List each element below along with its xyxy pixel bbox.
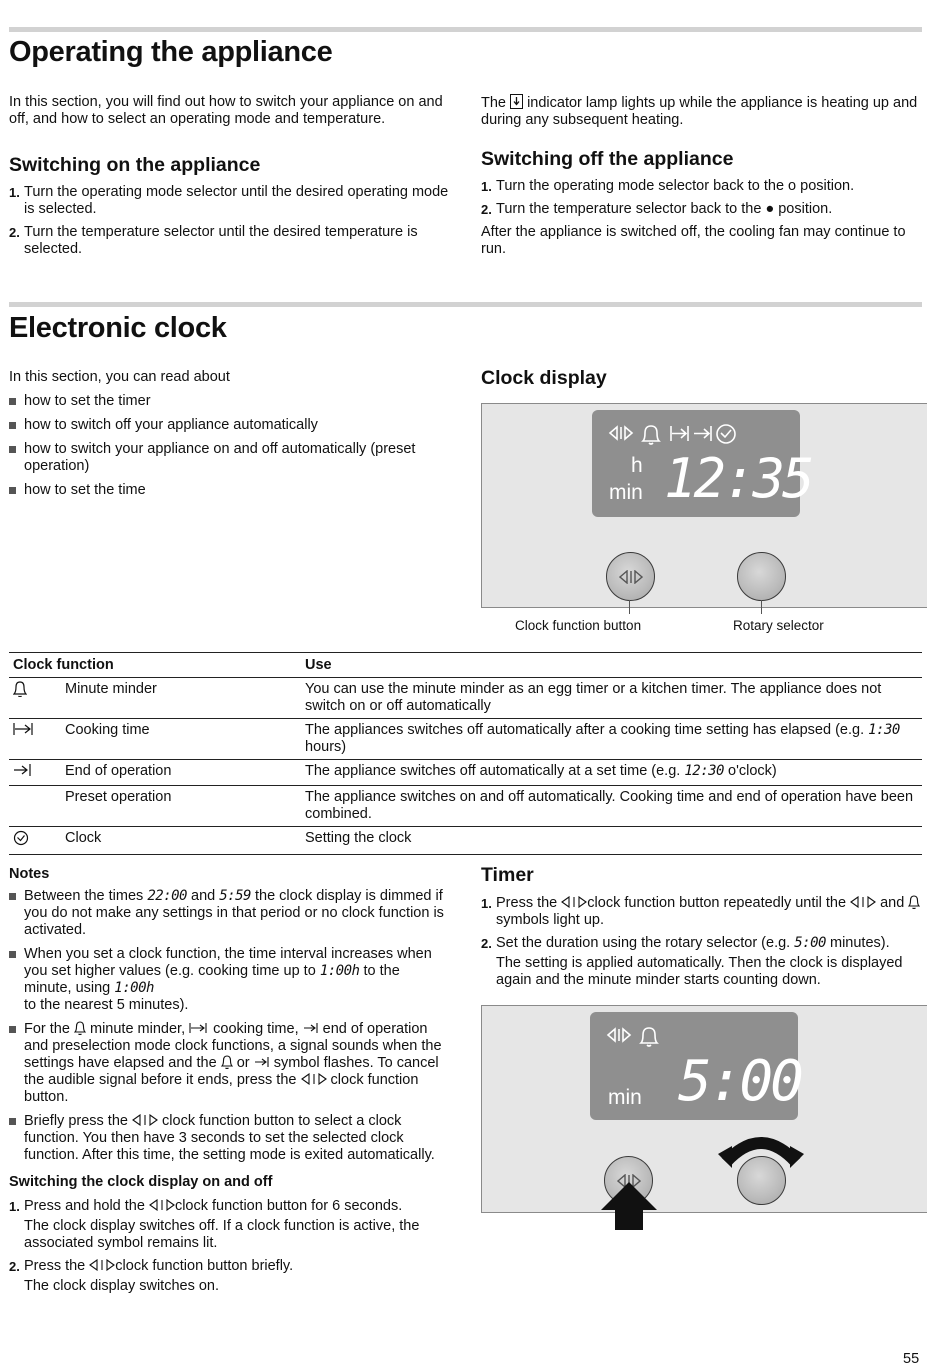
table-row <box>9 719 922 760</box>
left-column-operating <box>9 94 459 264</box>
switching-display-heading: Switching the clock display on and off <box>9 1174 273 1190</box>
clock-function-icon <box>89 1259 115 1271</box>
function-name: End of operation <box>61 760 301 786</box>
list-item: Briefly press the clock function button to select a clock function. You then have 3 seconds to set the selected clock function. After this time, the setting mode is exited automatically. <box>9 1113 449 1164</box>
clock-function-icon <box>149 1199 175 1211</box>
switching-on-heading: Switching on the appliance <box>9 154 261 176</box>
function-name: Cooking time <box>61 719 301 760</box>
indicator-note: The indicator lamp lights up while the appliance is heating up and during any subsequent heating. <box>481 95 918 128</box>
clock-function-icon <box>132 1114 158 1126</box>
step-result: The setting is applied automatically. Then the clock is displayed again and the minute minder starts counting down. <box>496 955 903 988</box>
list-item: Between the times 22:00 and 5:59 the clock display is dimmed if you do not make any settings in that period or no clock function is activated. <box>9 888 449 939</box>
function-name: Minute minder <box>61 678 301 719</box>
section-rule <box>9 302 922 307</box>
after-switch-off-note: After the appliance is switched off, the cooling fan may continue to run. <box>481 224 906 257</box>
step-item: 1. Press the clock function button repeatedly until the and symbols light up. <box>481 895 926 929</box>
header-use: Use <box>301 653 922 678</box>
step-result: The clock display switches on. <box>24 1278 220 1294</box>
list-item: how to switch off your appliance automatically <box>9 417 429 434</box>
lcd-display <box>592 410 812 517</box>
table-header-row <box>9 653 922 678</box>
step-item: 2. Turn the temperature selector back to the ● position. <box>481 201 833 217</box>
list-item: how to set the timer <box>9 393 429 410</box>
page-number: 55 <box>903 1351 920 1367</box>
list-item: how to switch your appliance on and off automatically (preset operation) <box>9 441 429 475</box>
clock-function-button[interactable] <box>606 552 655 601</box>
clock-intro-column <box>9 369 429 506</box>
timer-column <box>481 863 926 995</box>
callout-line <box>629 600 630 614</box>
notes-heading: Notes <box>9 866 50 882</box>
clock-time-readout: 12:35 <box>664 447 812 510</box>
bell-icon <box>74 1021 86 1035</box>
timer-steps <box>481 895 926 989</box>
clock-function-icon <box>619 570 643 584</box>
step-item: 1. Turn the operating mode selector until the desired operating mode is selected. <box>9 184 449 217</box>
function-use: You can use the minute minder as an egg timer or a kitchen timer. The appliance does not switch on or off automatically <box>301 678 922 719</box>
function-use: The appliance switches on and off automatically. Cooking time and end of operation have been combined. <box>301 786 922 827</box>
bell-icon <box>908 895 920 909</box>
rotate-arrow-icon <box>718 1124 804 1172</box>
bell-icon <box>13 681 27 697</box>
clock-intro: In this section, you can read about <box>9 369 230 385</box>
function-use: Setting the clock <box>301 827 922 855</box>
function-use: The appliance switches off automatically at a set time (e.g. 12:30 o'clock) <box>301 760 922 786</box>
rotary-selector[interactable] <box>737 552 786 601</box>
timer-heading: Timer <box>481 864 534 886</box>
end-of-operation-icon <box>303 1022 319 1034</box>
clock-function-icon <box>850 896 876 908</box>
notes-column <box>9 866 449 1301</box>
operating-intro: In this section, you will find out how to switch your appliance on and off, and how to select an operating mode and temperature. <box>9 94 443 127</box>
step-result: The clock display switches off. If a clock function is active, the associated symbol remains lit. <box>24 1218 420 1251</box>
step-item: 2. Set the duration using the rotary selector (e.g. 5:00 minutes). The setting is applied automatically. Then the clock is displayed again and the minute minder starts counting down. <box>481 935 926 989</box>
press-arrow-icon <box>599 1180 659 1230</box>
switching-on-steps <box>9 184 459 258</box>
clock-icon <box>13 830 29 846</box>
unit-h-label: h <box>631 454 643 477</box>
bell-icon <box>221 1055 233 1069</box>
step-item: 1. Turn the operating mode selector back to the o position. <box>481 178 855 194</box>
clock-display-panel <box>481 403 927 608</box>
function-name: Clock <box>61 827 301 855</box>
callout-line <box>761 600 762 614</box>
cooking-time-icon <box>13 722 35 736</box>
cooking-time-icon <box>189 1022 209 1034</box>
section-title-clock: Electronic clock <box>9 312 227 344</box>
caption-rotary-selector: Rotary selector <box>733 618 824 633</box>
clock-function-icon <box>561 896 587 908</box>
step-item: 1. Press and hold the clock function button for 6 seconds. The clock display switches off. If a clock function is active, the associated symbol remains lit. <box>9 1198 449 1252</box>
header-clock-function: Clock function <box>9 653 301 678</box>
switching-off-steps <box>481 178 921 218</box>
function-use: The appliances switches off automatically after a cooking time setting has elapsed (e.g. 1:30 hours) <box>301 719 922 760</box>
clock-display-heading: Clock display <box>481 367 607 389</box>
list-item: When you set a clock function, the time interval increases when you set higher values (e.g. cooking time up to 1:00h to the minute, using 1:00h to the nearest 5 minutes). <box>9 946 449 1014</box>
unit-min-label: min <box>609 481 643 504</box>
switching-display-steps <box>9 1198 449 1295</box>
step-item: 2. Turn the temperature selector until the desired temperature is selected. <box>9 224 418 257</box>
timer-display-panel <box>481 1005 927 1213</box>
table-row <box>9 678 922 719</box>
section-rule <box>9 27 922 32</box>
end-of-operation-icon <box>254 1056 270 1068</box>
lcd-display <box>590 1012 801 1120</box>
step-item: 2. Press the clock function button briefly. The clock display switches on. <box>9 1258 449 1295</box>
timer-time-readout: 5:00 <box>678 1049 801 1114</box>
list-item: For the minute minder, cooking time, end of operation and preselection mode clock functions, a signal sounds when the settings have elapsed and the or symbol flashes. To cancel the audible signal before it ends, press the clock function button. <box>9 1021 449 1106</box>
clock-symbols-row <box>608 422 738 448</box>
timer-symbols-row <box>606 1024 666 1050</box>
right-column-operating <box>481 94 921 258</box>
end-of-operation-icon <box>13 763 33 777</box>
table-row <box>9 760 922 786</box>
clock-topics-list <box>9 393 429 499</box>
function-name: Preset operation <box>61 786 301 827</box>
section-title-operating: Operating the appliance <box>9 36 333 68</box>
caption-clock-function-button: Clock function button <box>515 618 642 633</box>
clock-function-icon <box>301 1073 327 1085</box>
clock-function-table <box>9 652 922 855</box>
switching-off-heading: Switching off the appliance <box>481 148 734 170</box>
notes-list <box>9 888 449 1164</box>
table-row <box>9 786 922 827</box>
list-item: how to set the time <box>9 482 429 499</box>
heating-indicator-icon <box>510 94 523 109</box>
unit-min-label: min <box>608 1086 642 1109</box>
table-row <box>9 827 922 855</box>
